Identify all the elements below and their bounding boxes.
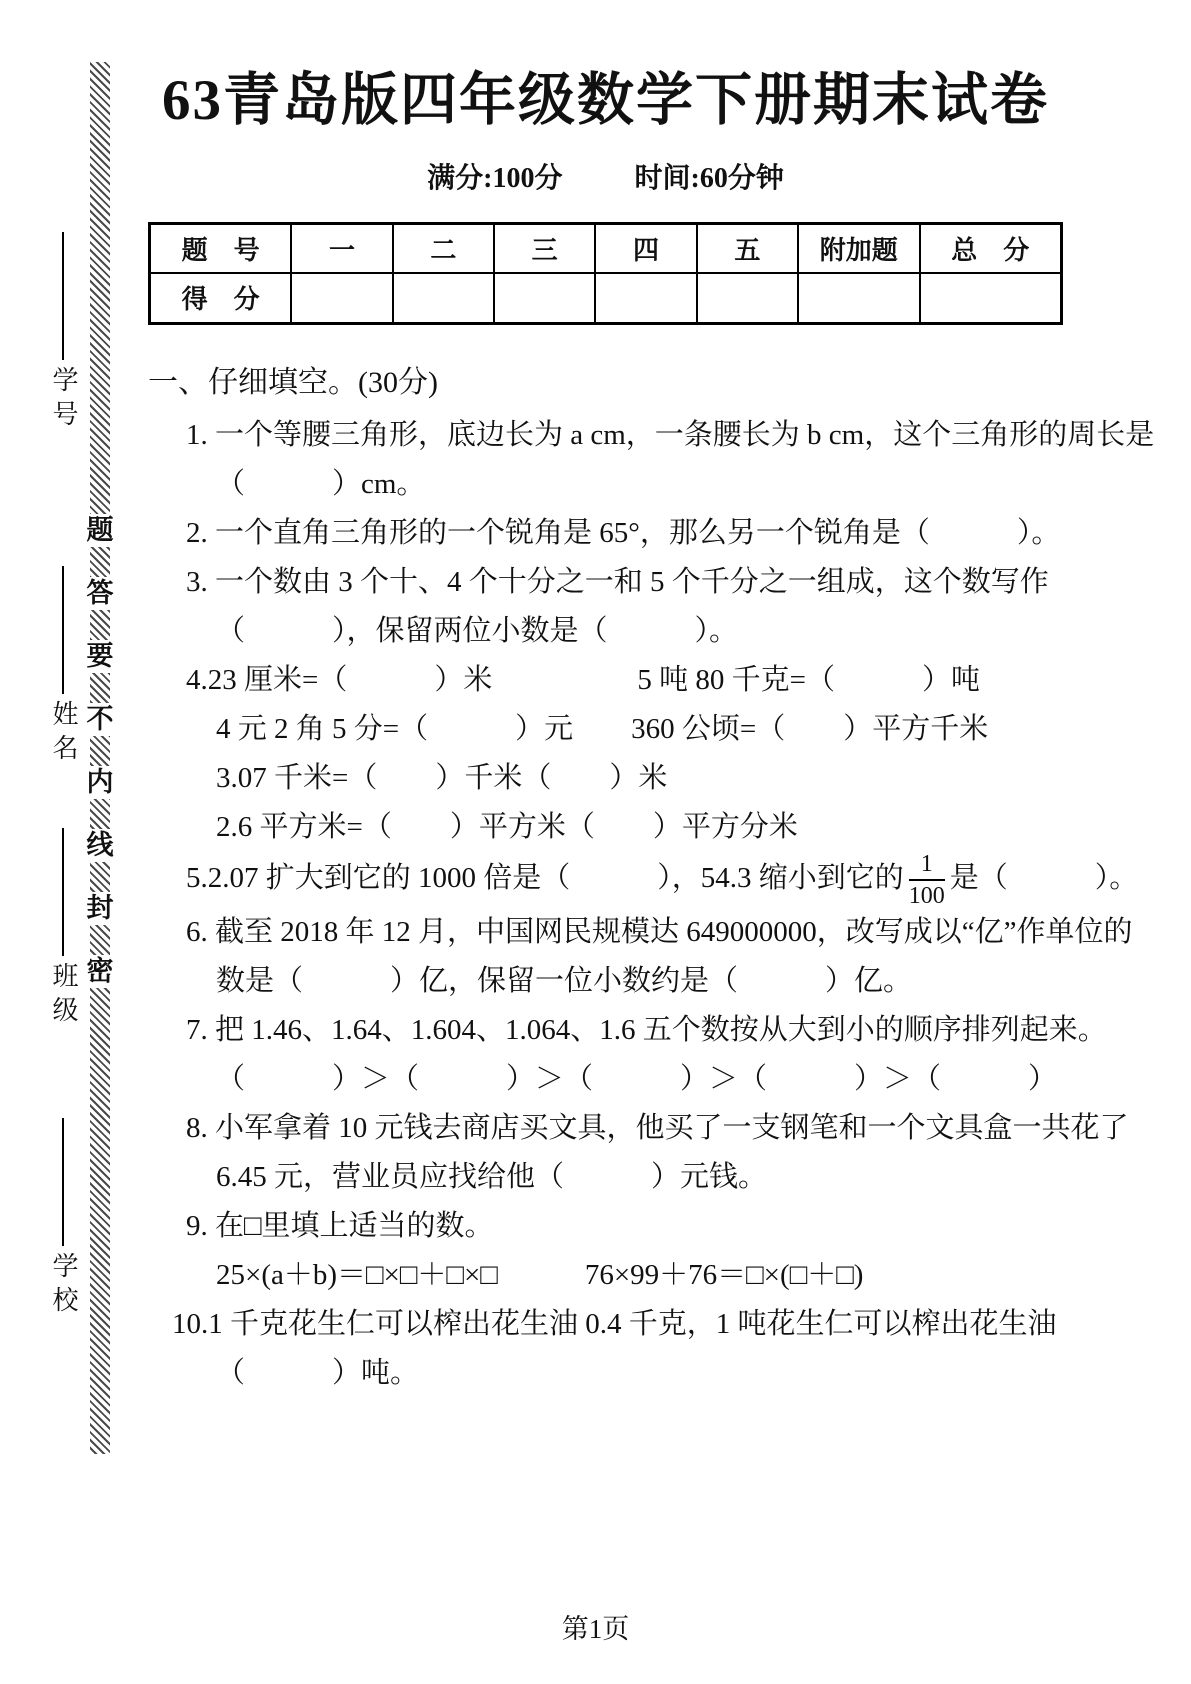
fraction-denominator: 100 [908,882,945,909]
column-header: 四 [595,223,696,273]
question-text: 2.6 平方米=（ ）平方米（ ）平方分米 [216,810,798,843]
score-table-header-row [150,223,1062,273]
full-score-label: 满分:100分 [427,162,563,194]
question-number-header: 题 号 [150,223,292,273]
question-5 [148,850,1139,909]
question-text [148,850,1139,909]
question-9 [148,1202,1063,1300]
score-cell [798,273,920,323]
question-text: 数是（ ）亿，保留一位小数约是（ ）亿。 [216,964,913,997]
question-text: 6.45 元，营业员应找给他（ ）元钱。 [216,1160,768,1193]
school-blank-line [62,1118,64,1246]
question-text: 9. 在□里填上适当的数。 [186,1209,494,1242]
question-1 [148,411,1155,509]
question-text: 1. 一个等腰三角形，底边长为 a cm，一条腰长为 b cm，这个三角形的周长是 [186,418,1155,451]
question-text: 8. 小军拿着 10 元钱去商店买文具，他买了一支钢笔和一个文具盒一共花了 [186,1111,1129,1144]
question-8 [148,1104,1129,1202]
class-text: 班级 [49,962,78,1030]
question-text: 3. 一个数由 3 个十、4 个十分之一和 5 个千分之一组成，这个数写作 [186,565,1049,598]
question-text: 4 元 2 角 5 分=（ ）元 360 公顷=（ ）平方千米 [216,712,989,745]
question-text: 2. 一个直角三角形的一个锐角是 65°，那么另一个锐角是（ ）。 [186,516,1061,549]
seal-char: 答 [86,578,114,608]
school-label [50,1118,76,1320]
student-id-blank-line [62,232,64,360]
seal-char: 封 [86,893,114,923]
student-id-text: 学号 [49,366,78,434]
column-header: 总 分 [920,223,1062,273]
score-table [148,222,1063,325]
question-text: 4.23 厘米=（ ）米 5 吨 80 千克=（ ）吨 [186,663,980,696]
question-text: 10.1 千克花生仁可以榨出花生油 0.4 千克，1 吨花生仁可以榨出花生油 [172,1307,1057,1340]
student-name-label [50,566,76,768]
score-cell [920,273,1062,323]
student-name-blank-line [62,566,64,694]
question-text: （ ）cm。 [216,467,426,500]
seal-char: 线 [86,830,114,860]
fraction-1-100 [909,852,945,908]
page-title: 63青岛版四年级数学下册期末试卷 [162,69,1049,132]
score-cell [595,273,696,323]
question-text-post: 是（ ）。 [949,861,1139,894]
question-text: 7. 把 1.46、1.64、1.604、1.064、1.6 五个数按从大到小的顺序排列起来。 [186,1013,1107,1046]
student-id-label [50,232,76,434]
column-header: 三 [494,223,595,273]
question-text: （ ），保留两位小数是（ ）。 [216,614,739,647]
score-row-label: 得 分 [150,273,292,323]
score-cell [697,273,798,323]
class-blank-line [62,828,64,956]
question-4 [148,656,1063,852]
question-text-pre: 5.2.07 扩大到它的 1000 倍是（ ），54.3 缩小到它的 [186,861,904,894]
seal-line-text [83,514,117,988]
question-7 [148,1006,1107,1104]
column-header: 一 [291,223,392,273]
question-text: 3.07 千米=（ ）千米（ ）米 [216,761,668,794]
seal-char: 题 [86,515,114,545]
exam-content [148,68,1155,1398]
class-label [50,828,76,1030]
score-table-score-row [150,273,1062,323]
time-label: 时间:60分钟 [634,162,784,194]
seal-char: 密 [86,956,114,986]
fraction-numerator: 1 [909,852,945,881]
seal-char: 内 [86,767,114,797]
question-6 [148,908,1133,1006]
exam-meta [148,156,1063,196]
questions-list [148,411,1155,1398]
score-cell [291,273,392,323]
column-header: 五 [697,223,798,273]
seal-char: 要 [86,641,114,671]
question-text: （ ）＞（ ）＞（ ）＞（ ）＞（ ） [216,1062,1058,1095]
page-number: 第1页 [561,1614,630,1644]
student-name-text: 姓名 [49,700,78,768]
question-formula: 25×(a＋b)＝□×□＋□×□ 76×99＋76＝□×(□＋□) [216,1258,864,1291]
section-1-heading: 一、仔细填空。(30分) [148,365,438,399]
school-text: 学校 [49,1252,78,1320]
question-2 [148,509,1063,558]
question-text: （ ）吨。 [216,1356,420,1389]
seal-char: 不 [86,704,114,734]
column-header: 附加题 [798,223,920,273]
question-10 [148,1300,1063,1398]
question-text: 6. 截至 2018 年 12 月，中国网民规模达 649000000，改写成以“亿”作单位的 [186,915,1133,948]
question-3 [148,558,1063,656]
score-cell [494,273,595,323]
column-header: 二 [393,223,494,273]
score-cell [393,273,494,323]
